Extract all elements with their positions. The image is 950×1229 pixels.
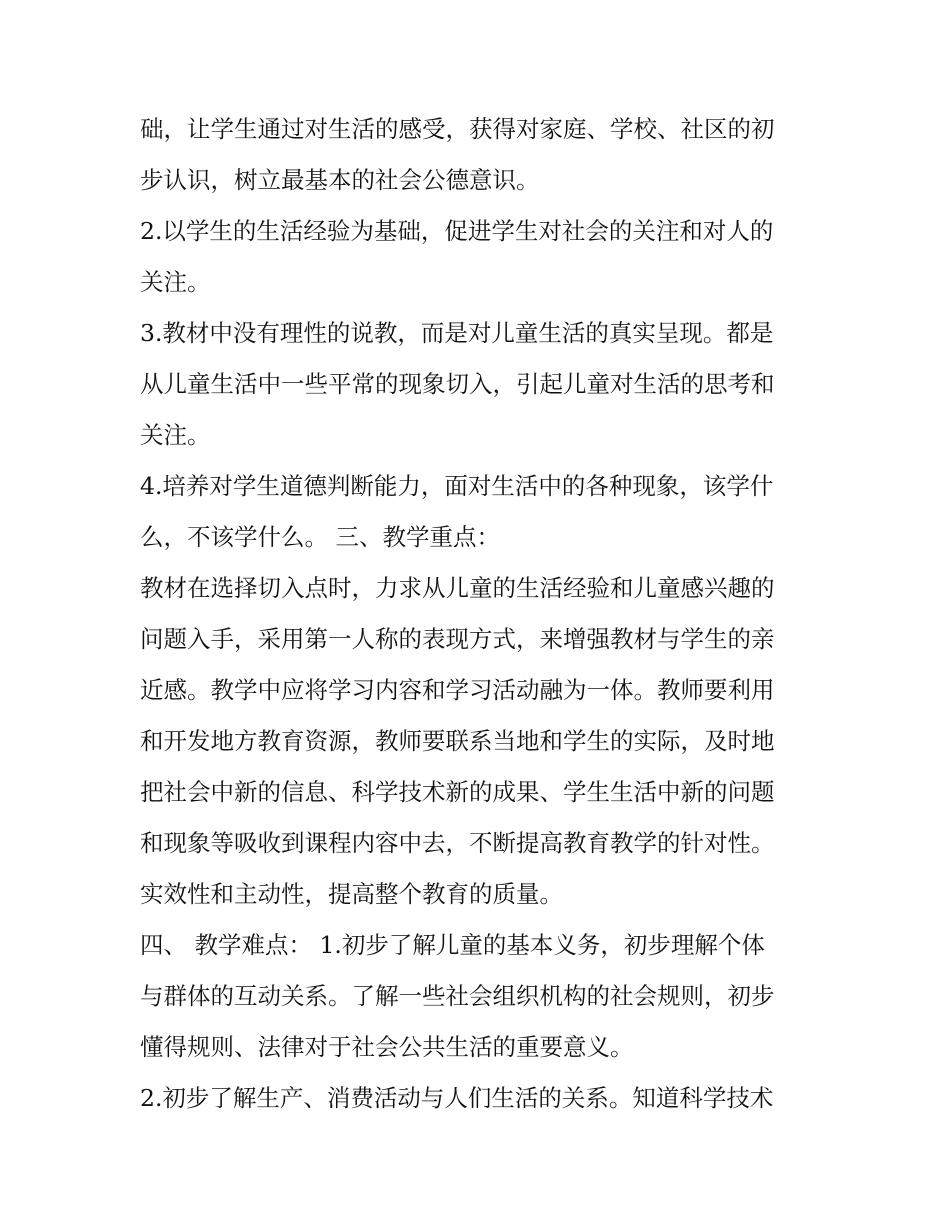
document-body (140, 104, 820, 1124)
text-line: 步认识，树立最基本的社会公德意识。 (140, 166, 540, 194)
text-line: 把社会中新的信息、科学技术新的成果、学生生活中新的问题 (140, 778, 775, 806)
text-line: 2.以学生的生活经验为基础，促进学生对社会的关注和对人的 (140, 217, 774, 245)
text-line: 与群体的互动关系。了解一些社会组织机构的社会规则，初步 (140, 982, 775, 1010)
text-line: 关注。 (140, 268, 211, 296)
text-line: 四、 教学难点： 1.初步了解儿童的基本义务，初步理解个体 (140, 931, 765, 959)
text-line: 3.教材中没有理性的说教，而是对儿童生活的真实呈现。都是 (140, 319, 774, 347)
text-line: 么，不该学什么。 三、教学重点： (140, 523, 500, 551)
text-line: 问题入手，采用第一人称的表现方式，来增强教材与学生的亲 (140, 625, 775, 653)
text-line: 础，让学生通过对生活的感受，获得对家庭、学校、社区的初 (140, 115, 775, 143)
text-line: 2.初步了解生产、消费活动与人们生活的关系。知道科学技术 (140, 1084, 774, 1112)
text-line: 懂得规则、法律对于社会公共生活的重要意义。 (140, 1033, 634, 1061)
text-line: 和现象等吸收到课程内容中去，不断提高教育教学的针对性。 (140, 829, 775, 857)
text-line: 从儿童生活中一些平常的现象切入，引起儿童对生活的思考和 (140, 370, 775, 398)
text-line: 4.培养对学生道德判断能力，面对生活中的各种现象，该学什 (140, 472, 774, 500)
text-line: 关注。 (140, 421, 211, 449)
text-line: 实效性和主动性，提高整个教育的质量。 (140, 880, 563, 908)
text-line: 近感。教学中应将学习内容和学习活动融为一体。教师要利用 (140, 676, 775, 704)
text-line: 和开发地方教育资源，教师要联系当地和学生的实际，及时地 (140, 727, 775, 755)
text-line: 教材在选择切入点时，力求从儿童的生活经验和儿童感兴趣的 (140, 574, 775, 602)
